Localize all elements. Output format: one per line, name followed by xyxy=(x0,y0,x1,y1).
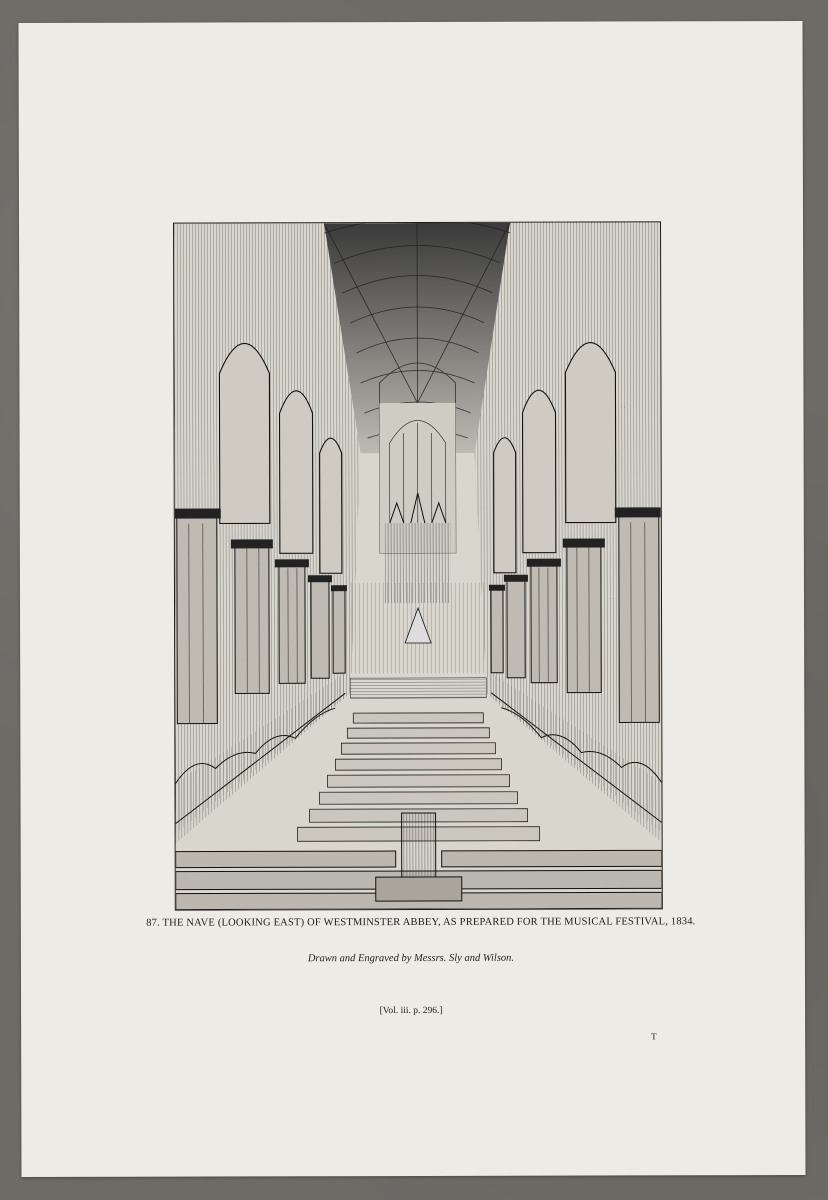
print-sheet xyxy=(18,21,805,1177)
signature-mark: T xyxy=(651,1031,657,1042)
engraving-plate xyxy=(173,221,663,910)
volume-reference: [Vol. iii. p. 296.] xyxy=(379,1005,443,1017)
engraver-credit: Drawn and Engraved by Messrs. Sly and Wilson. xyxy=(307,952,515,965)
plate-caption: 87. THE NAVE (LOOKING EAST) OF WESTMINSTER ABBEY, AS PREPARED FOR THE MUSICAL FESTIVAL, 1834. xyxy=(146,916,696,929)
nave-engraving-image xyxy=(174,222,662,909)
